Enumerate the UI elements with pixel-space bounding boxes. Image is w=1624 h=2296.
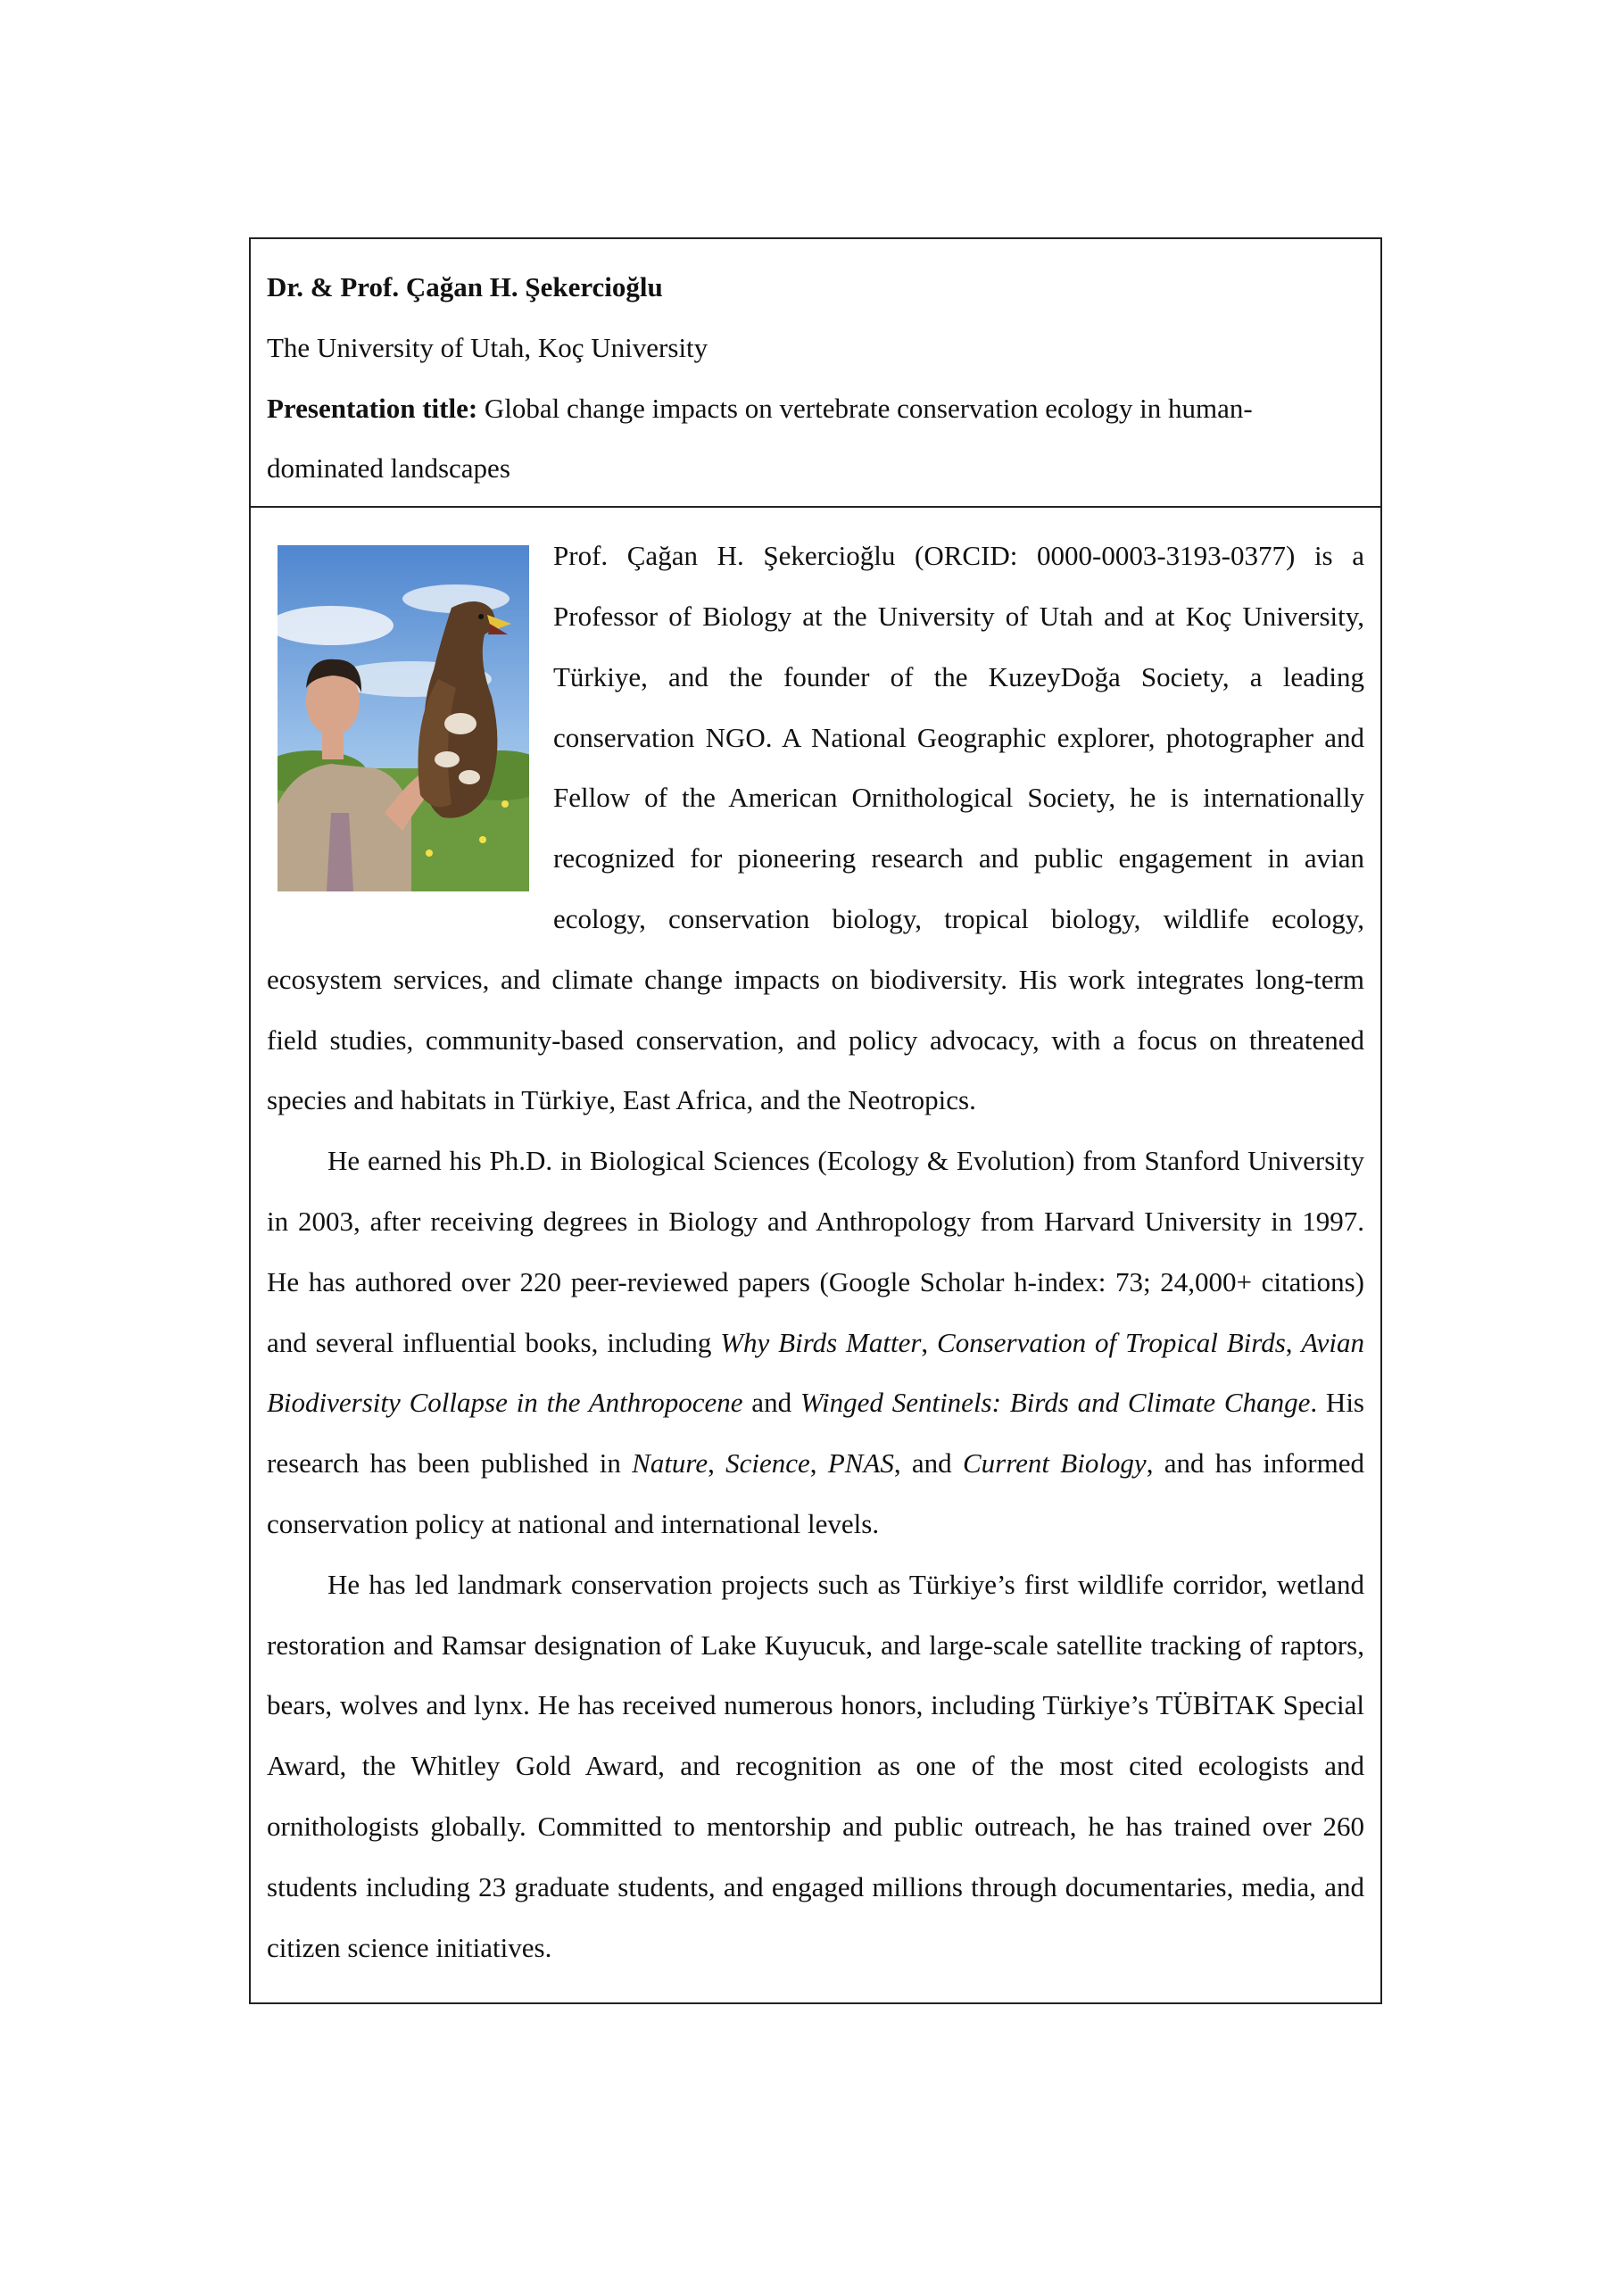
speaker-biography xyxy=(251,508,1380,2002)
bio-text: , and xyxy=(893,1447,963,1480)
bio-text: He earned his Ph.D. in Biological Sciences (Ecology & Evolution) from Stanford University in 2003, after receiving degrees in Biology and Anthropology from Harvard University in 1997. He has authored over 220 peer-reviewed papers (Google Scholar h-index: 73; 24,000+ citations) and several influential books, including xyxy=(267,1145,1364,1358)
presentation-line xyxy=(267,378,1364,500)
presentation-title: Global change impacts on vertebrate conservation ecology in human-dominated landscapes xyxy=(267,392,1253,485)
bio-text: . His research has been published in xyxy=(267,1387,1364,1480)
book-title: Conservation of Tropical Birds xyxy=(937,1326,1286,1358)
speaker-bio-table xyxy=(249,237,1382,2004)
bio-text: , xyxy=(708,1447,726,1480)
bio-paragraph-1: Prof. Çağan H. Şekercioğlu (ORCID: 0000-0003-3193-0377) is a Professor of Biology at the University of Utah and at Koç University, Türkiye, and the founder of the KuzeyDoğa Society, a leading conservation NGO. A National Geographic explorer, photographer and Fellow of the American Ornithological Society, he is internationally recognized for pioneering research and public engagement in avian ecology, conservation biology, tropical biology, wildlife ecology, ecosystem services, and climate change impacts on biodiversity. His work integrates long-term field studies, community-based conservation, and policy advocacy, with a focus on threatened species and habitats in Türkiye, East Africa, and the Neotropics. xyxy=(267,540,1364,1116)
journal-name: Nature xyxy=(632,1447,708,1480)
bio-paragraph-2 xyxy=(267,1131,1364,1554)
bio-text: , xyxy=(809,1447,828,1480)
speaker-photo xyxy=(278,545,529,891)
book-title: Avian Biodiversity Collapse in the Anthropocene xyxy=(267,1326,1365,1419)
speaker-affiliation: The University of Utah, Koç University xyxy=(267,331,708,363)
bio-text: , xyxy=(921,1326,938,1358)
book-title: Winged Sentinels: Birds and Climate Change xyxy=(800,1387,1311,1419)
bio-text: , and has informed conservation policy at national and international levels. xyxy=(267,1447,1365,1539)
journal-name: Current Biology xyxy=(962,1447,1147,1480)
journal-name: PNAS xyxy=(827,1447,894,1480)
journal-name: Science xyxy=(725,1447,810,1480)
bio-text: , xyxy=(1285,1326,1302,1358)
book-title: Why Birds Matter xyxy=(720,1326,922,1358)
presentation-label: Presentation title: xyxy=(267,392,478,424)
bio-text: and xyxy=(742,1387,800,1419)
speaker-header xyxy=(251,239,1380,508)
speaker-name: Dr. & Prof. Çağan H. Şekercioğlu xyxy=(267,271,663,303)
bio-paragraph-3: He has led landmark conservation projects such as Türkiye’s first wildlife corridor, wetland restoration and Ramsar designation of Lake Kuyucuk, and large-scale satellite tracking of raptors, bears, wolves and lynx. He has received numerous honors, including Türkiye’s TÜBİTAK Special Award, the Whitley Gold Award, and recognition as one of the most cited ecologists and ornithologists globally. Committed to mentorship and public outreach, he has trained over 260 students including 23 graduate students, and engaged millions through documentaries, media, and citizen science initiatives. xyxy=(267,1568,1364,1963)
